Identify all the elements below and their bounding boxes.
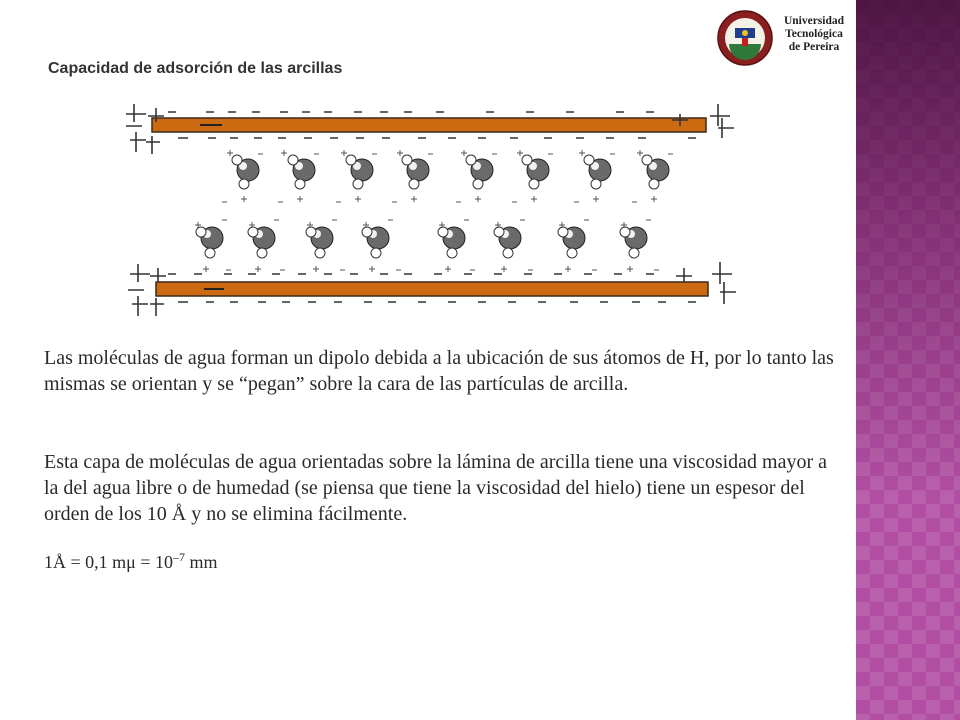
clay-water-diagram	[118, 92, 748, 328]
bottom-clay-particle	[128, 262, 736, 316]
university-seal-icon	[716, 8, 776, 70]
sidebar-shade	[856, 0, 960, 720]
logo-line-1: Universidad	[783, 15, 845, 27]
slide-title: Capacidad de adsorción de las arcillas	[48, 60, 343, 77]
formula-prefix: 1Å = 0,1 mμ = 10	[44, 552, 173, 572]
paragraph-dipole: Las moléculas de agua forman un dipolo debida a la ubicación de sus átomos de H, por lo tanto las mismas se orientan y se “pegan” sobre la cara de las partículas de arcilla.	[44, 347, 834, 395]
water-molecules-bottom-row	[196, 227, 647, 258]
logo-line-3: de Pereira	[788, 41, 840, 53]
decorative-sidebar	[856, 0, 960, 720]
paragraph-water-layer: Esta capa de moléculas de agua orientadas sobre la lámina de arcilla tiene una viscosidad mayor a la del agua libre o de humedad (se piensa que tiene la viscosidad del hielo) tiene un espesor del orden de los 10 Å y no se elimina fácilmente.	[44, 451, 828, 525]
university-logo	[716, 8, 852, 70]
formula-suffix: mm	[184, 552, 218, 572]
water-molecules-top-row	[232, 155, 669, 189]
top-clay-particle	[126, 104, 734, 154]
university-name	[776, 15, 852, 54]
formula-exponent: –7	[172, 550, 185, 564]
angstrom-conversion-formula	[44, 550, 217, 573]
logo-line-2: Tecnológica	[785, 28, 843, 40]
